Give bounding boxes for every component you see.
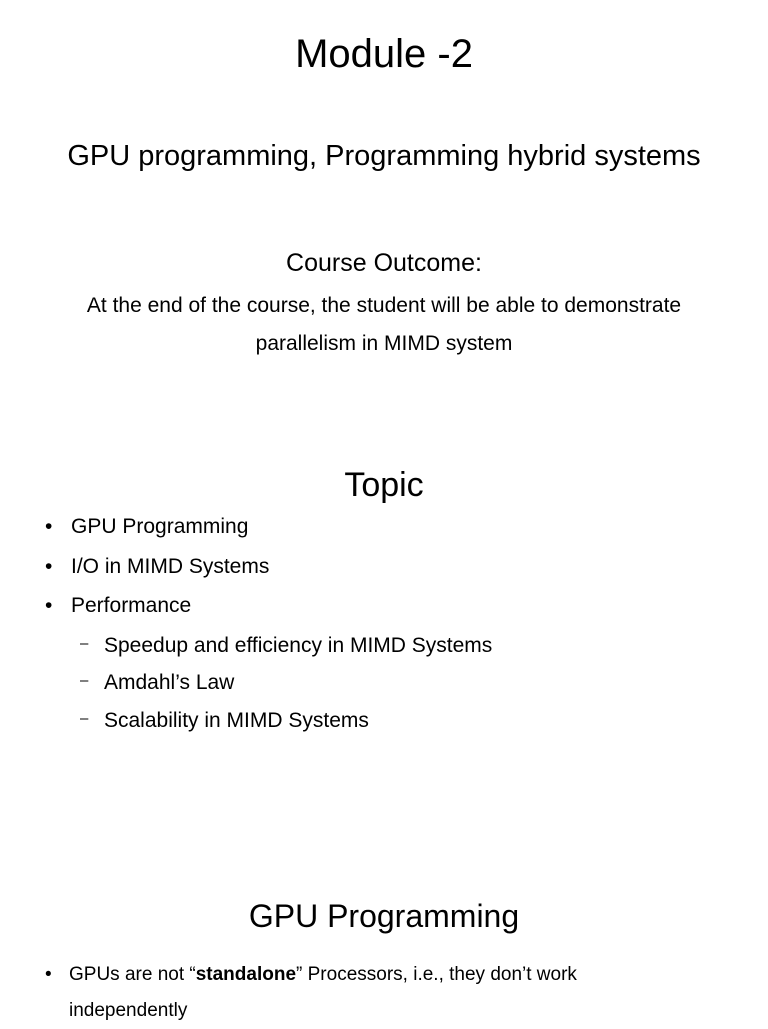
course-outcome-heading: Course Outcome: — [286, 249, 482, 277]
bullet-icon: • — [45, 554, 53, 578]
topic-list — [0, 515, 492, 746]
topic-subitem-label: Amdahl’s Law — [104, 671, 235, 694]
topic-item — [0, 555, 492, 595]
dash-icon: – — [80, 709, 89, 727]
topic-item-label: Performance — [71, 594, 192, 617]
gpu-bullet-prefix: GPUs are not “ — [69, 964, 196, 985]
topic-item — [0, 594, 492, 634]
topic-item — [0, 515, 492, 555]
gpu-bullet-suffix: ” Processors, i.e., they don’t work independently — [69, 964, 577, 1021]
gpu-bullet-item — [0, 957, 689, 1029]
topic-item-label: I/O in MIMD Systems — [71, 554, 270, 578]
bullet-icon: • — [45, 594, 53, 617]
dash-icon: – — [80, 634, 89, 652]
topic-title: Topic — [344, 466, 424, 504]
bullet-icon: • — [45, 515, 53, 538]
dash-icon: – — [80, 672, 89, 689]
topic-subitem — [0, 671, 492, 709]
gpu-bullet-bold: standalone — [195, 964, 297, 985]
module-subtitle: GPU programming, Programming hybrid systems — [67, 140, 701, 172]
course-outcome-text: At the end of the course, the student will be able to demonstrate parallelism in MIMD system — [86, 294, 682, 355]
module-title: Module -2 — [295, 32, 473, 76]
topic-subitem — [0, 634, 492, 672]
gpu-programming-title: GPU Programming — [248, 898, 520, 934]
bullet-icon: • — [45, 964, 52, 985]
gpu-programming-list — [0, 957, 689, 1029]
topic-item-label: GPU Programming — [71, 515, 249, 538]
topic-subitem-label: Scalability in MIMD Systems — [104, 708, 369, 732]
topic-subitem — [0, 709, 492, 747]
topic-subitem-label: Speedup and efficiency in MIMD Systems — [104, 633, 493, 657]
